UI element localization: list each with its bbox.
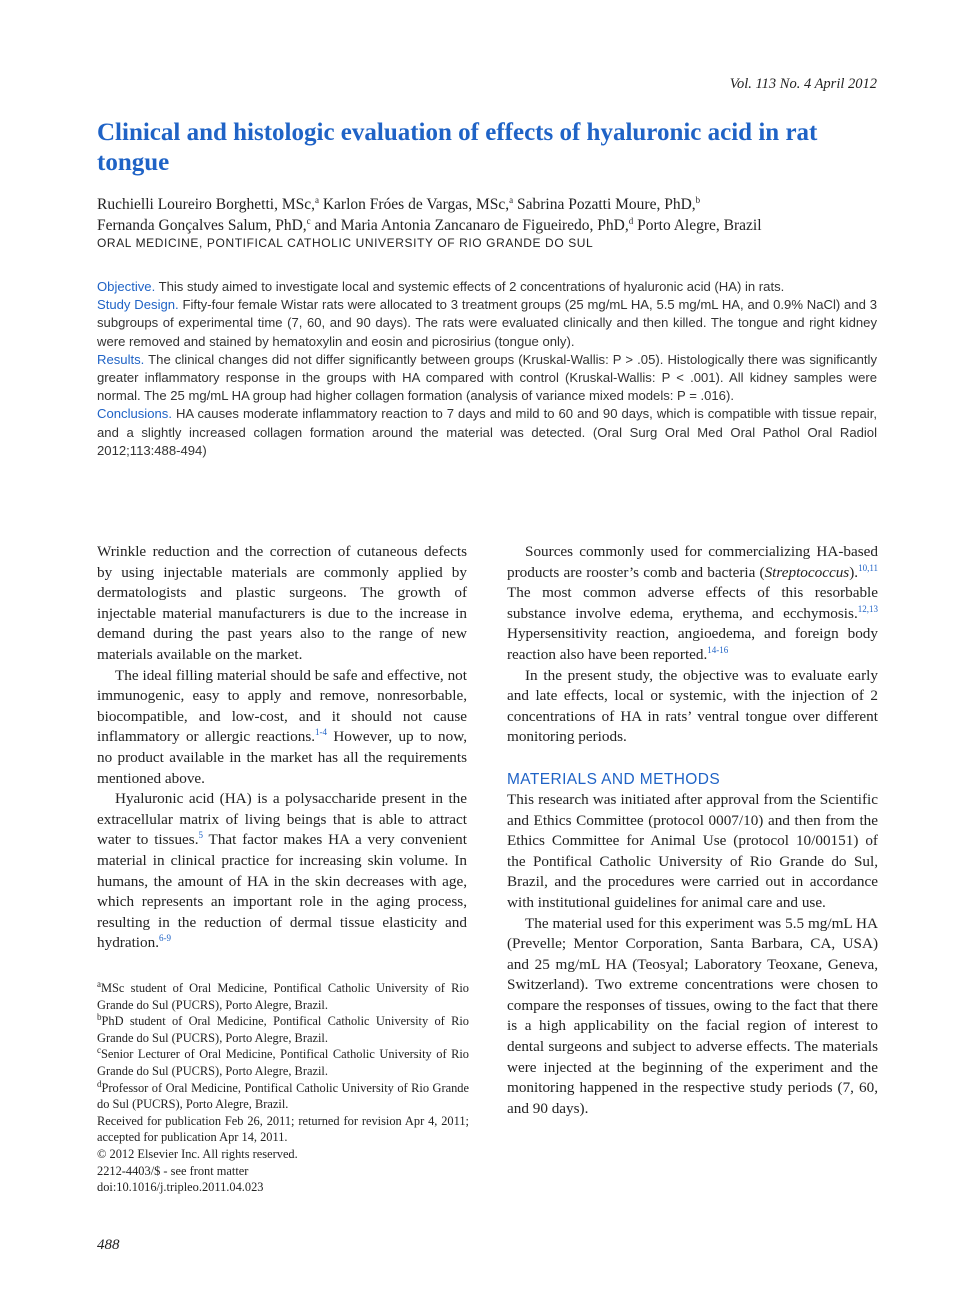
body-paragraph — [97, 789, 467, 954]
footnote-d — [97, 1080, 469, 1113]
issue-info: Vol. 113 No. 4 April 2012 — [729, 76, 877, 92]
footnote-text: PhD student of Oral Medicine, Pontifical Catholic University of Rio Grande do Sul (PUCRS), Porto Alegre, Brazil. — [97, 1014, 469, 1045]
paragraph-text: However, up to now, no product available in the market has all the requirements mentioned above. — [97, 728, 467, 787]
footnote-text: MSc student of Oral Medicine, Pontifical Catholic University of Rio Grande do Sul (PUCRS), Porto Alegre, Brazil. — [97, 981, 469, 1012]
body-column-right — [507, 542, 878, 1119]
body-paragraph: The material used for this experiment was 5.5 mg/mL HA (Prevelle; Mentor Corporation, Santa Barbara, CA, USA) and 25 mg/mL HA (Teosyal; Laboratory Teoxane, Geneva, Switzerland). Two extreme concentrations were chosen to compare the responses of tissues, owing to the fact that there is a high applicability on the facial region of interest to dental surgeons and subject to adverse effects. The materials were injected at the beginning of the experiment and the monitoring happened in the respective study periods (7, 60, and 90 days). — [507, 914, 878, 1117]
author-line-1 — [97, 194, 897, 215]
paragraph-text: That factor makes HA a very convenient material in clinical practice for increasing skin volume. In humans, the amount of HA in the skin decreases with age, which represents an important role in the aging process, resulting in the reduction of dermal tissue elasticity and hydration. — [97, 831, 467, 952]
abstract-objective-text: This study aimed to investigate local and systemic effects of 2 concentrations of hyaluronic acid (HA) in rats. — [155, 279, 785, 294]
paragraph-text: The ideal filling material should be safe and effective, not immunogenic, easy to apply and remove, nonresorbable, biocompatible, and low-cost, and it should not cause inflammatory or allergic reactions. — [97, 666, 467, 746]
author-line-2 — [97, 215, 897, 236]
citation-link[interactable]: 12,13 — [857, 603, 878, 614]
abstract-conclusions-text: HA causes moderate inflammatory reaction to 7 days and mild to 60 and 90 days, which is compatible with tissue repair, and a slightly increased collagen formation around the material was detected. (Oral Surg Oral Med Oral Pathol Oral Radiol 2012;113:488-494) — [97, 406, 877, 458]
author-affiliation: ORAL MEDICINE, PONTIFICAL CATHOLIC UNIVERSITY OF RIO GRANDE DO SUL — [97, 236, 594, 250]
section-heading: MATERIALS AND METHODS — [507, 770, 721, 788]
footnote-b — [97, 1013, 469, 1046]
footnote-text: Senior Lecturer of Oral Medicine, Pontifical Catholic University of Rio Grande do Sul (PUCRS), Porto Alegre, Brazil. — [97, 1047, 469, 1078]
author-name: Sabrina Pozatti Moure, PhD, — [513, 196, 696, 213]
received-dates: Received for publication Feb 26, 2011; returned for revision Apr 4, 2011; accepted for publication Apr 14, 2011. — [97, 1113, 469, 1145]
paragraph-text: Hyaluronic acid (HA) is a polysaccharide present in the extracellular matrix of living beings that is able to attract water to tissues. — [97, 790, 467, 849]
author-affil-mark: c — [306, 215, 311, 226]
body-paragraph — [507, 542, 878, 666]
body-column-left — [97, 542, 467, 954]
author-list — [97, 194, 897, 236]
author-affil-mark: a — [509, 194, 514, 205]
author-name: Karlon Fróes de Vargas, MSc, — [318, 196, 510, 213]
author-name: Ruchielli Loureiro Borghetti, MSc, — [97, 196, 315, 213]
citation-link[interactable]: 14-16 — [707, 644, 729, 655]
paragraph-text: ). — [849, 563, 859, 581]
abstract-design-label: Study Design. — [97, 297, 179, 313]
abstract-results-text: The clinical changes did not differ significantly between groups (Kruskal-Wallis: P > .05). Histologically there was significantly greater inflammatory response in the groups with HA compared with control (Kruskal-Wallis: P < .001). All kidney samples were normal. The 25 mg/mL HA group had higher collagen formation (analysis of variance mixed models: P = .016). — [97, 351, 877, 404]
copyright: © 2012 Elsevier Inc. All rights reserved. — [97, 1146, 298, 1161]
author-affil-mark: a — [314, 194, 319, 205]
author-name: Fernanda Gonçalves Salum, PhD, — [97, 217, 307, 234]
footnote-mark: b — [97, 1012, 102, 1023]
abstract-conclusions — [97, 405, 877, 460]
footnote-text: Professor of Oral Medicine, Pontifical Catholic University of Rio Grande do Sul (PUCRS), Porto Alegre, Brazil. — [97, 1080, 469, 1112]
abstract-design-text: Fifty-four female Wistar rats were allocated to 3 treatment groups (25 mg/mL HA, 5.5 mg/mL HA, and 0.9% NaCl) and 3 subgroups of experimental time (7, 60, and 90 days). The rats were evaluated clinically and then killed. The tongue and right kidney were removed and stained by hematoxylin and eosin and picrosirius (tongue only). — [97, 297, 877, 349]
issn: 2212-4403/$ - see front matter — [97, 1163, 249, 1178]
paragraph-text: The most common adverse effects of this resorbable substance involve edema, erythema, and ecchymosis. — [507, 584, 878, 622]
body-paragraph: In the present study, the objective was to evaluate early and late effects, local or systemic, with the injection of 2 concentrations of HA in rats’ ventral tongue over different monitoring periods. — [507, 666, 878, 746]
citation-link[interactable]: 5 — [198, 830, 203, 841]
author-affil-mark: d — [628, 215, 634, 226]
abstract-conclusions-label: Conclusions. — [97, 406, 172, 422]
article-title: Clinical and histologic evaluation of effects of hyaluronic acid in rat tongue — [97, 119, 818, 176]
body-paragraph: Wrinkle reduction and the correction of cutaneous defects by using injectable materials are commonly applied by dermatologists and plastic surgeons. The growth of injectable material manufacturers is due to the increase in demand during the past years also to the range of new materials available on the market. — [97, 543, 467, 663]
footnote-a — [97, 980, 469, 1013]
author-affil-mark: b — [695, 194, 701, 205]
author-location: Porto Alegre, Brazil — [633, 217, 762, 234]
citation-link[interactable]: 6-9 — [159, 933, 172, 944]
footnote-mark: c — [97, 1045, 101, 1056]
footnotes — [97, 980, 469, 1196]
abstract-design — [97, 296, 877, 351]
paragraph-text: Sources commonly used for commercializing HA-based products are rooster’s comb and bacteria ( — [507, 543, 878, 581]
body-paragraph — [97, 666, 467, 790]
abstract-objective-label: Objective. — [97, 279, 156, 294]
footnote-mark: a — [97, 978, 101, 989]
italic-term: Streptococcus — [764, 563, 850, 581]
abstract — [97, 278, 877, 460]
abstract-results — [97, 351, 877, 406]
abstract-objective — [97, 278, 877, 296]
citation-link[interactable]: 10,11 — [858, 562, 878, 573]
footnote-mark: d — [97, 1078, 102, 1089]
author-name: and Maria Antonia Zancanaro de Figueiredo, PhD, — [310, 217, 629, 234]
abstract-results-label: Results. — [97, 351, 145, 367]
citation-link[interactable]: 1-4 — [315, 727, 328, 738]
page-number: 488 — [97, 1237, 120, 1253]
body-paragraph: This research was initiated after approval from the Scientific and Ethics Committee (protocol 0007/10) and then from the Ethics Committee for Animal Use (protocol 10/00151) of the Pontifical Catholic University of Rio Grande do Sul, Brazil, and the procedures were carried out in accordance with institutional guidelines for animal care and use. — [507, 790, 878, 911]
paragraph-text: Hypersensitivity reaction, angioedema, and foreign body reaction also have been reported. — [507, 625, 878, 663]
doi-link[interactable]: doi:10.1016/j.tripleo.2011.04.023 — [97, 1180, 264, 1195]
footnote-c — [97, 1046, 469, 1079]
